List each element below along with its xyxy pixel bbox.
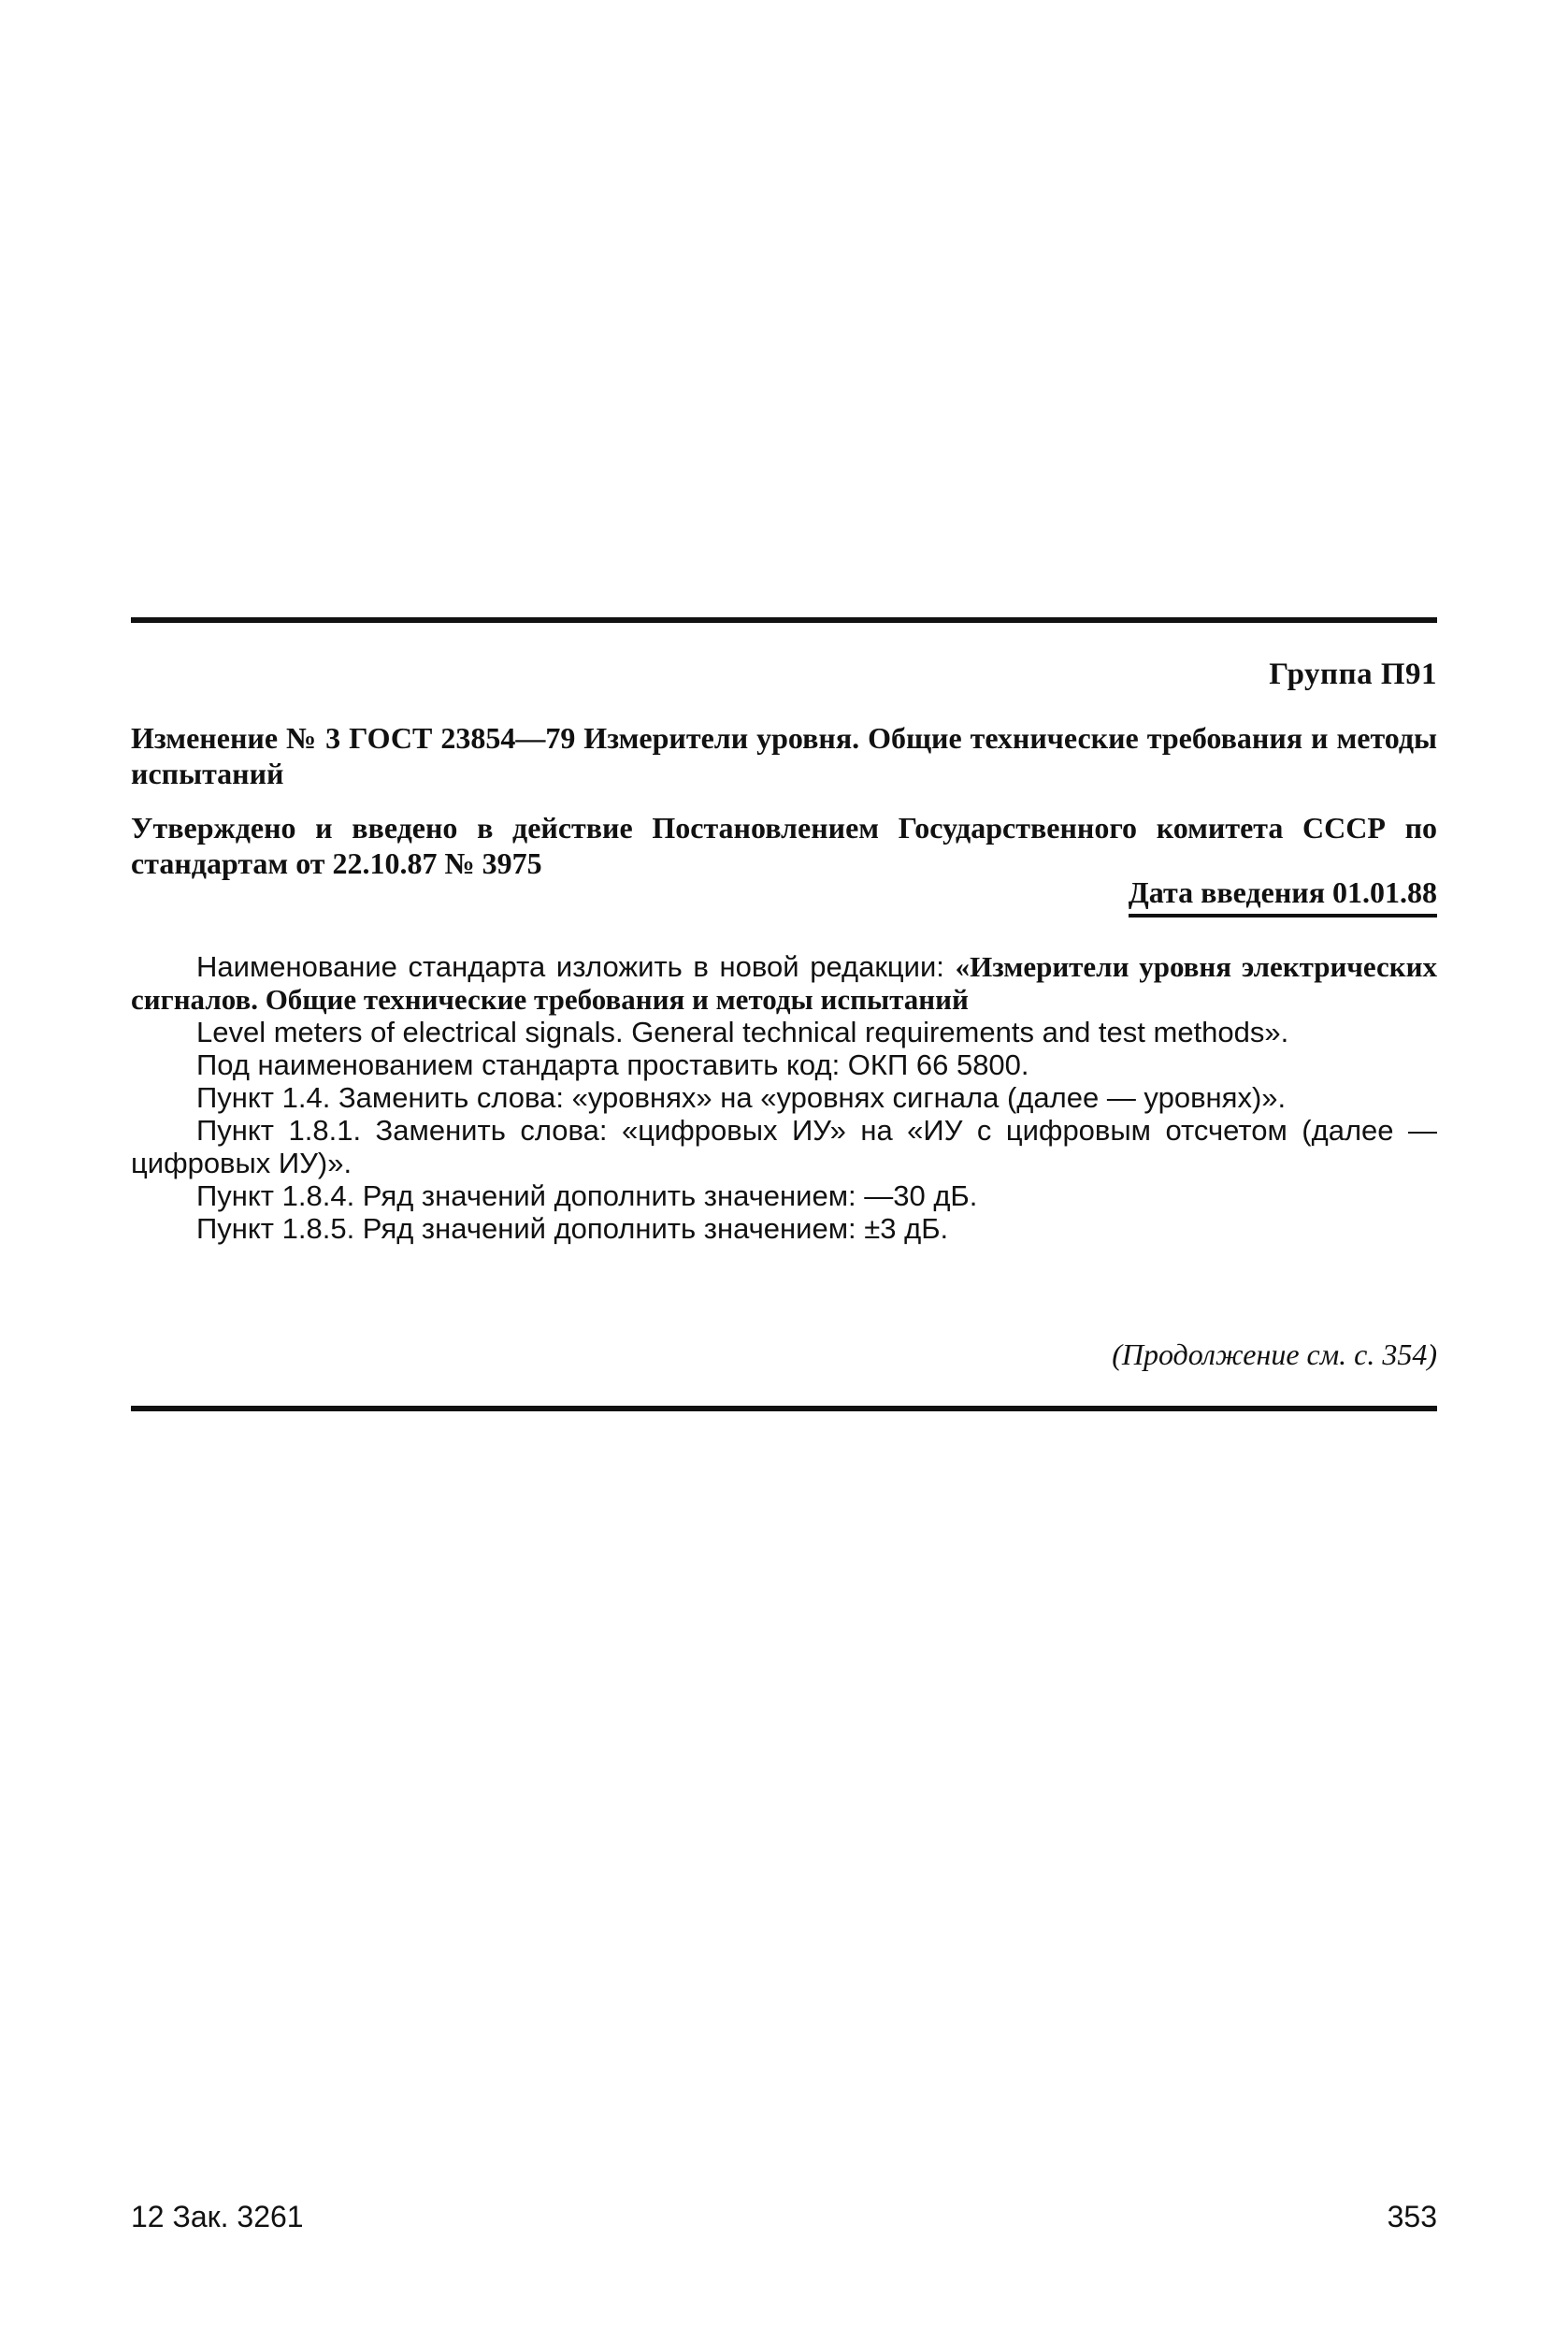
order-number: 12 Зак. 3261: [131, 2200, 304, 2233]
paragraph-standard-name-bold: «Измерители уровня электрических сигналов. Общие технические требования и методы испытаний: [131, 950, 1437, 1016]
paragraph-item-1-8-1: Пункт 1.8.1. Заменить слова: «цифровых ИУ» на «ИУ с цифровым отсчетом (далее — цифровых ИУ)».: [131, 1114, 1437, 1179]
paragraph-item-1-4: Пункт 1.4. Заменить слова: «уровнях» на «уровнях сигнала (далее — уровнях)».: [196, 1081, 1287, 1114]
introduction-date-text: Дата введения 01.01.88: [1129, 875, 1437, 918]
paragraph-standard-name-text: Наименование стандарта изложить в новой редакции:: [196, 950, 956, 983]
paragraph-standard-name: [131, 950, 1437, 1016]
introduction-date: [131, 875, 1437, 918]
top-rule: [131, 617, 1437, 623]
amendment-body: [131, 950, 1437, 1245]
bottom-rule: [131, 1406, 1437, 1411]
paragraph-english-name: Level meters of electrical signals. General technical requirements and test methods».: [196, 1016, 1289, 1048]
approval-statement: Утверждено и введено в действие Постановлением Государственного комитета СССР по стандартам от 22.10.87 № 3975: [131, 811, 1437, 880]
paragraph-item-1-8-4: Пункт 1.8.4. Ряд значений дополнить значением: —30 дБ.: [196, 1179, 978, 1212]
page-number: 353: [1387, 2200, 1437, 2233]
paragraph-okp-code: Под наименованием стандарта проставить код: ОКП 66 5800.: [196, 1048, 1029, 1081]
paragraph-item-1-8-5: Пункт 1.8.5. Ряд значений дополнить значением: ±3 дБ.: [196, 1212, 949, 1245]
amendment-title: Изменение № 3 ГОСТ 23854—79 Измерители уровня. Общие технические требования и методы испытаний: [131, 721, 1437, 790]
continuation-note: (Продолжение см. с. 354): [1112, 1337, 1437, 1371]
group-code: Группа П91: [1269, 658, 1437, 691]
